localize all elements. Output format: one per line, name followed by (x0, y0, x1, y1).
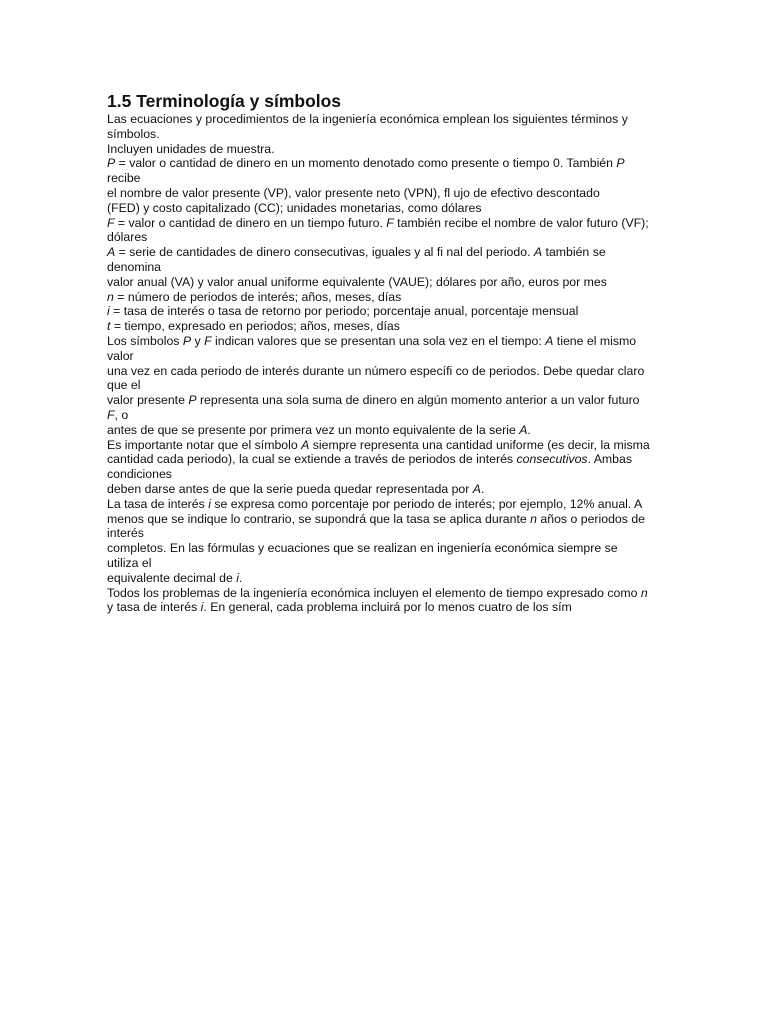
text-run: y (191, 333, 205, 348)
text-line (107, 216, 667, 231)
italic-symbol: i (200, 600, 204, 615)
italic-symbol: A (301, 437, 310, 452)
text-line (107, 452, 667, 467)
text-run: = número de periodos de interés; años, meses, días (113, 289, 402, 304)
text-line (107, 127, 667, 142)
italic-symbol: F (107, 215, 115, 230)
text-line (107, 571, 667, 586)
text-run: representa una sola suma de dinero en algún momento anterior a un valor futuro (196, 393, 640, 408)
text-run: . En general, cada problema incluirá por lo menos cuatro de los sím (203, 600, 572, 615)
text-line (107, 349, 667, 364)
text-run: y tasa de interés (107, 600, 201, 615)
text-run: . (480, 481, 485, 496)
italic-symbol: P (188, 393, 197, 408)
text-run: siempre representa una cantidad uniforme (es decir, la misma (309, 437, 650, 452)
text-line (107, 230, 667, 245)
text-line (107, 290, 667, 305)
italic-symbol: A (107, 245, 116, 260)
text-run: símbolos. (107, 126, 160, 141)
text-run: que el (107, 378, 141, 393)
text-line (107, 171, 667, 186)
text-run: años o periodos de (537, 511, 646, 526)
text-run: Incluyen unidades de muestra. (107, 141, 275, 156)
text-run: Es importante notar que el símbolo (107, 437, 302, 452)
italic-symbol: P (182, 333, 192, 348)
text-line (107, 201, 667, 216)
text-line (107, 319, 667, 334)
text-run: = tasa de interés o tasa de retorno por periodo; porcentaje anual, porcentaje mensual (109, 304, 579, 319)
text-run: (FED) y costo capitalizado (CC); unidades monetarias, como dólares (107, 200, 482, 215)
italic-symbol: A (533, 245, 543, 260)
text-line (107, 112, 667, 127)
text-run: = tiempo, expresado en periodos; años, meses, días (110, 319, 400, 334)
italic-symbol: n (530, 511, 537, 526)
italic-symbol: i (208, 496, 211, 511)
text-run: antes de que se presente por primera vez un monto equivalente de la serie (107, 422, 520, 437)
section-title: 1.5 Terminología y símbolos (107, 91, 342, 111)
text-run: La tasa de interés (107, 496, 209, 511)
text-line (107, 156, 667, 171)
text-line (107, 186, 667, 201)
document-page (107, 92, 667, 615)
text-run: indican valores que se presentan una sola vez en el tiempo: (211, 333, 546, 348)
text-line (107, 541, 667, 556)
text-run: Los símbolos (107, 333, 183, 348)
italic-symbol: F (107, 407, 115, 422)
text-line (107, 275, 667, 290)
italic-symbol: n (107, 289, 114, 304)
text-line (107, 142, 667, 157)
italic-symbol: i (107, 304, 110, 319)
text-line (107, 526, 667, 541)
text-run: . (238, 570, 243, 585)
text-run: el nombre de valor presente (VP), valor presente neto (VPN), fl ujo de efectivo descontado (107, 185, 600, 200)
text-line (107, 467, 667, 482)
text-line (107, 378, 667, 393)
text-line (107, 364, 667, 379)
italic-symbol: A (545, 333, 554, 348)
text-run: interés (107, 526, 144, 541)
text-line (107, 408, 667, 423)
text-run: menos que se indique lo contrario, se supondrá que la tasa se aplica durante (107, 511, 531, 526)
text-run: = serie de cantidades de dinero consecutivas, iguales y al fi nal del periodo. (115, 245, 534, 260)
text-line (107, 423, 667, 438)
text-run: dólares (107, 230, 148, 245)
italic-symbol: t (107, 319, 111, 334)
text-line (107, 512, 667, 527)
italic-symbol: F (386, 215, 394, 230)
text-run: valor (107, 348, 134, 363)
text-run: , o (114, 407, 129, 422)
italic-symbol: i (236, 570, 239, 585)
text-line (107, 600, 667, 615)
text-line (107, 556, 667, 571)
text-line (107, 393, 667, 408)
text-run: equivalente decimal de (107, 570, 237, 585)
text-line (107, 304, 667, 319)
text-line (107, 438, 667, 453)
text-run: completos. En las fórmulas y ecuaciones que se realizan en ingeniería económica siempre se (107, 541, 618, 556)
text-run: valor presente (107, 393, 189, 408)
text-run: recibe (107, 171, 141, 186)
italic-symbol: F (204, 333, 212, 348)
text-run: tiene el mismo (553, 333, 637, 348)
text-run: una vez en cada periodo de interés durante un número específi co de periodos. Debe quedar claro (107, 363, 645, 378)
italic-symbol: consecutivos (516, 452, 588, 467)
italic-symbol: A (472, 481, 481, 496)
text-line (107, 586, 667, 601)
text-run: . (527, 422, 531, 437)
italic-symbol: A (519, 422, 528, 437)
text-run: Las ecuaciones y procedimientos de la ingeniería económica emplean los siguientes términos y (107, 112, 628, 126)
italic-symbol: n (640, 585, 648, 600)
text-run: valor anual (VA) y valor anual uniforme equivalente (VAUE); dólares por año, euros por mes (107, 274, 607, 289)
text-line (107, 497, 667, 512)
text-run: utiliza el (107, 555, 152, 570)
text-run: cantidad cada periodo), la cual se extiende a través de periodos de interés (107, 452, 517, 467)
text-run: también recibe el nombre de valor futuro (VF); (393, 215, 649, 230)
text-line (107, 260, 667, 275)
text-run: = valor o cantidad de dinero en un momento denotado como presente o tiempo 0. También (115, 156, 617, 171)
text-line (107, 482, 667, 497)
text-run: . Ambas (587, 452, 633, 467)
text-line (107, 245, 667, 260)
text-line (107, 334, 667, 349)
text-run: Todos los problemas de la ingeniería económica incluyen el elemento de tiempo expresado como (107, 585, 641, 600)
text-run: se expresa como porcentaje por periodo de interés; por ejemplo, 12% anual. A (210, 496, 643, 511)
text-run: = valor o cantidad de dinero en un tiempo futuro. (114, 215, 387, 230)
italic-symbol: P (616, 156, 625, 171)
text-run: también se (542, 245, 606, 260)
text-run: condiciones (107, 467, 172, 482)
text-run: denomina (107, 259, 162, 274)
text-run: deben darse antes de que la serie pueda quedar representada por (107, 481, 473, 496)
italic-symbol: P (107, 156, 116, 171)
body-text (107, 112, 667, 615)
